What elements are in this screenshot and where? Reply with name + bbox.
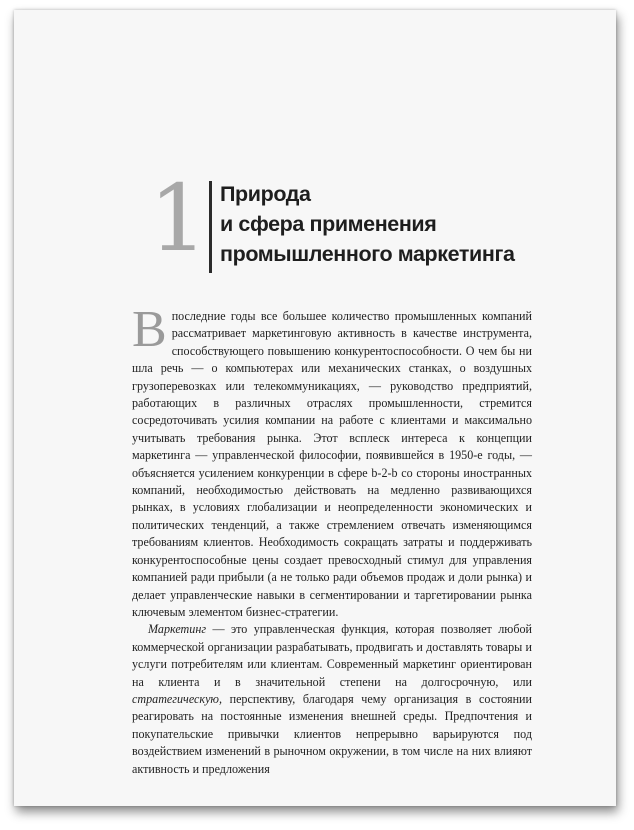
chapter-title-line: промышленного маркетинга	[220, 242, 515, 266]
chapter-body	[132, 301, 532, 778]
chapter-title	[220, 179, 515, 269]
chapter-title-line: и сфера применения	[220, 212, 437, 236]
paragraph-intro	[132, 301, 532, 621]
chapter-title-line: Природа	[220, 182, 311, 206]
emphasis-strategic: стратегическую,	[132, 691, 222, 706]
chapter-number: 1	[149, 165, 208, 272]
term-marketing: Маркетинг	[148, 622, 207, 637]
drop-cap: В	[132, 301, 167, 358]
paragraph-marketing-definition	[132, 621, 532, 778]
paragraph-text: — это управленческая функция, которая позволяет любой коммерческой организации разрабатывать, продвигать и доставлять товары и услуги потребителям или клиентам. Современный маркетинг ориентирован на клиента и в значительной степени на долгосрочную, или	[132, 622, 532, 689]
book-page	[14, 10, 616, 806]
chapter-divider-rule	[209, 181, 212, 273]
paragraph-text: последние годы все большее количество промышленных компаний рассматривает маркетинговую активность в качестве инструмента, способствующего повышению конкурентоспособности. О чем бы ни шла речь — о компьютерах или механических станках, о воздушных грузоперевозках или телекоммуникациях, — руководство предприятий, работающих в различных отраслях промышленности, стремится сосредоточивать усилия компании на работе с клиентами и максимально учитывать требования рынка. Этот всплеск интереса к концепции маркетинга — управленческой философии, появившейся в 1950-е годы, — объясняется усилением конкуренции в сфере b-2-b со стороны иностранных компаний, необходимостью действовать на медленно развивающихся рынках, в условиях глобализации и неопределенности экономических и политических тенденций, а также стремлением отвечать изменяющимся требованиям клиентов. Необходимость сокращать затраты и поддерживать конкурентоспособные цены создает превосходный стимул для управления компанией ради прибыли (а не только ради объемов продаж и доли рынка) и делает управленческие навыки в сегментировании и таргетировании рынка ключевым элементом бизнес-стратегии.	[132, 309, 532, 619]
chapter-heading	[149, 165, 569, 277]
paragraph-text: перспективу, благодаря чему организация в состоянии реагировать на постоянные изменения внешней среды. Предпочтения и покупательские привычки клиентов непрерывно варьируются под воздействием изменений в рыночном окружении, в том числе на них влияют активность и предложения	[132, 691, 532, 776]
